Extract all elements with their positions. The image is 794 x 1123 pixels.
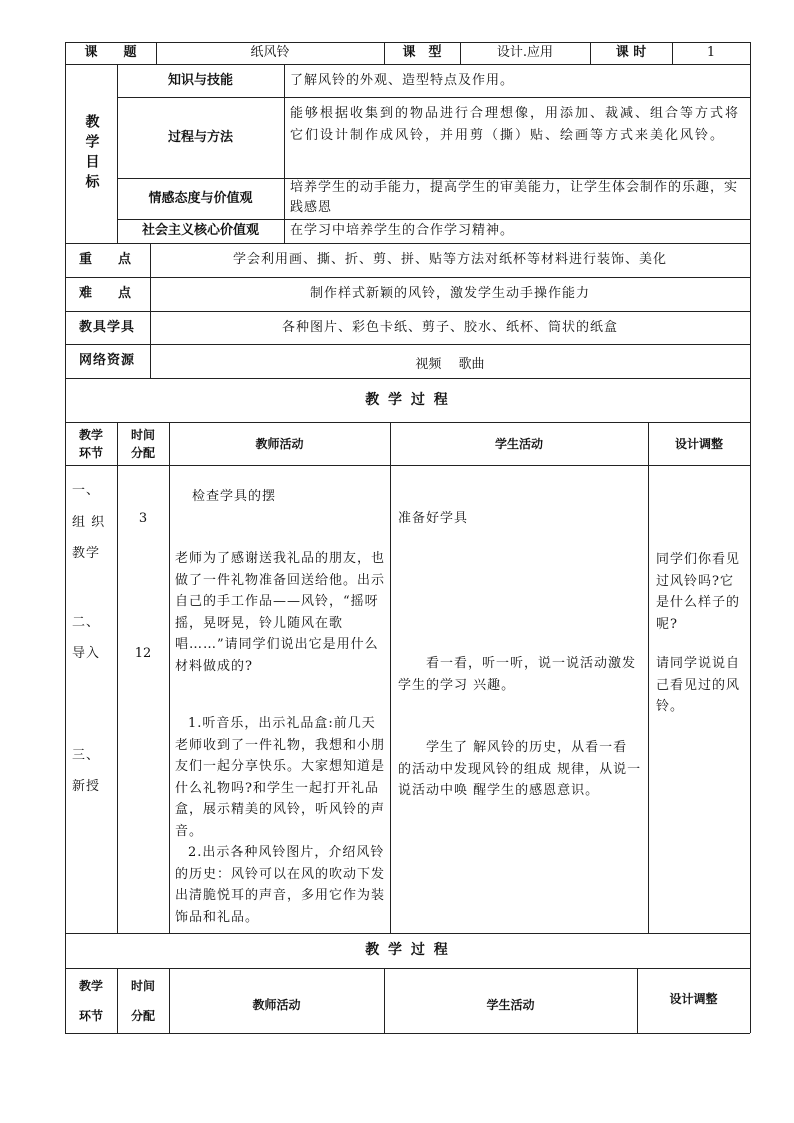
stage-1-number: 一、 (72, 483, 101, 498)
teacher-activity-3: 1.听音乐，出示礼品盒:前几天老师收到了一件礼物，我想和小朋友们一起分享快乐。大家想知道是什么礼物吗?和学生一起打开礼品盒，展示精美的风铃，听风铃的声音。 (175, 716, 386, 839)
col-stage-2-line1: 教学 (78, 978, 103, 993)
col-stage-line2: 环节 (78, 445, 103, 460)
col-stage-header (65, 422, 117, 465)
student-activity-2: 看一看，听一听，说一说活动激发学生的学习 兴趣。 (398, 656, 637, 693)
col-time-header-2 (117, 968, 169, 1033)
process-title-2: 教 学 过 程 (365, 942, 450, 958)
core-values-value: 在学习中培养学生的合作学习精神。 (290, 223, 515, 239)
key-points-value: 学会利用画、撕、折、剪、拼、贴等方法对纸杯等材料进行装饰、美化 (232, 252, 667, 268)
emotion-label: 情感态度与价值观 (148, 190, 253, 206)
col-time-2-line1: 时间 (130, 978, 155, 993)
col-stage-line1: 教学 (78, 427, 103, 442)
network-label: 网络资源 (79, 353, 136, 369)
hours-value: 1 (706, 45, 716, 61)
objectives-label-text: 教学目标 (83, 113, 100, 194)
teacher-activity-1: 检查学具的摆 (192, 489, 277, 504)
objectives-label (65, 64, 117, 243)
teacher-activity-2: 老师为了感谢送我礼品的朋友，也做了一件礼物准备回送给他。出示自己的手工作品——风铃，“摇呀摇，晃呀晃，铃儿随风在歌唱……”请同学们说出它是用什么材料做成的? (175, 551, 386, 674)
teacher-activity-4: 2.出示各种风铃图片，介绍风铃的历史：风铃可以在风的吹动下发出清脆悦耳的声音，多用它作为装饰品和礼品。 (175, 845, 386, 925)
stage-2-number: 二、 (72, 615, 101, 630)
knowledge-label: 知识与技能 (167, 72, 233, 88)
stage-1-line1: 组 织 (72, 515, 106, 530)
col-student-header: 学生活动 (494, 436, 543, 451)
lesson-label: 课 题 (84, 45, 137, 61)
emotion-value: 培养学生的动手能力，提高学生的审美能力，让学生体会制作的乐趣，实践感恩 (290, 180, 739, 215)
student-activity-1: 准备好学具 (398, 511, 469, 526)
design-adjust-1: 同学们你看见过风铃吗?它是什么样子的呢? (656, 552, 741, 632)
time-stage-1: 3 (138, 511, 148, 527)
stage-3-title: 新授 (72, 779, 101, 794)
process-title: 教 学 过 程 (365, 391, 450, 408)
type-value: 设计.应用 (496, 45, 554, 61)
design-adjust-2: 请同学说说自己看见过的风铃。 (656, 656, 741, 714)
tools-value: 各种图片、彩色卡纸、剪子、胶水、纸杯、筒状的纸盒 (281, 319, 618, 335)
difficulty-value: 制作样式新颖的风铃，激发学生动手操作能力 (309, 286, 590, 302)
col-design-header-2: 设计调整 (669, 991, 718, 1006)
process-method-value: 能够根据收集到的物品进行合理想像，用添加、裁减、组合等方式将它们设计制作成风铃，并用剪（撕）贴、绘画等方式来美化风铃。 (290, 106, 741, 143)
stage-2-title: 导入 (72, 646, 101, 661)
col-time-header (117, 422, 169, 465)
col-teacher-header-2: 教师活动 (252, 997, 301, 1012)
difficulty-label: 难 点 (79, 286, 132, 302)
stage-1-line2: 教学 (72, 546, 101, 561)
network-value: 视频 歌曲 (415, 357, 485, 373)
col-teacher-header: 教师活动 (255, 436, 304, 451)
hours-label: 课 时 (615, 45, 647, 61)
col-time-line1: 时间 (130, 427, 155, 442)
col-stage-header-2 (65, 968, 117, 1033)
col-design-header: 设计调整 (674, 436, 723, 451)
type-label: 课 型 (402, 45, 442, 61)
col-time-line2: 分配 (130, 445, 155, 460)
lesson-value: 纸风铃 (250, 45, 290, 61)
key-points-label: 重 点 (79, 252, 132, 268)
tools-label: 教具学具 (79, 319, 136, 335)
col-stage-2-line2: 环节 (78, 1008, 103, 1023)
student-activity-3: 学生了 解风铃的历史，从看一看 的活动中发现风铃的组成 规律，从说一说活动中唤 醒学生的感恩意识。 (398, 740, 642, 798)
time-stage-2: 12 (134, 646, 152, 662)
knowledge-value: 了解风铃的外观、造型特点及作用。 (290, 72, 515, 88)
stage-3-number: 三、 (72, 748, 101, 763)
core-values-label: 社会主义核心价值观 (141, 223, 259, 239)
col-student-header-2: 学生活动 (486, 997, 535, 1012)
process-method-label: 过程与方法 (167, 129, 233, 145)
col-time-2-line2: 分配 (130, 1008, 155, 1023)
